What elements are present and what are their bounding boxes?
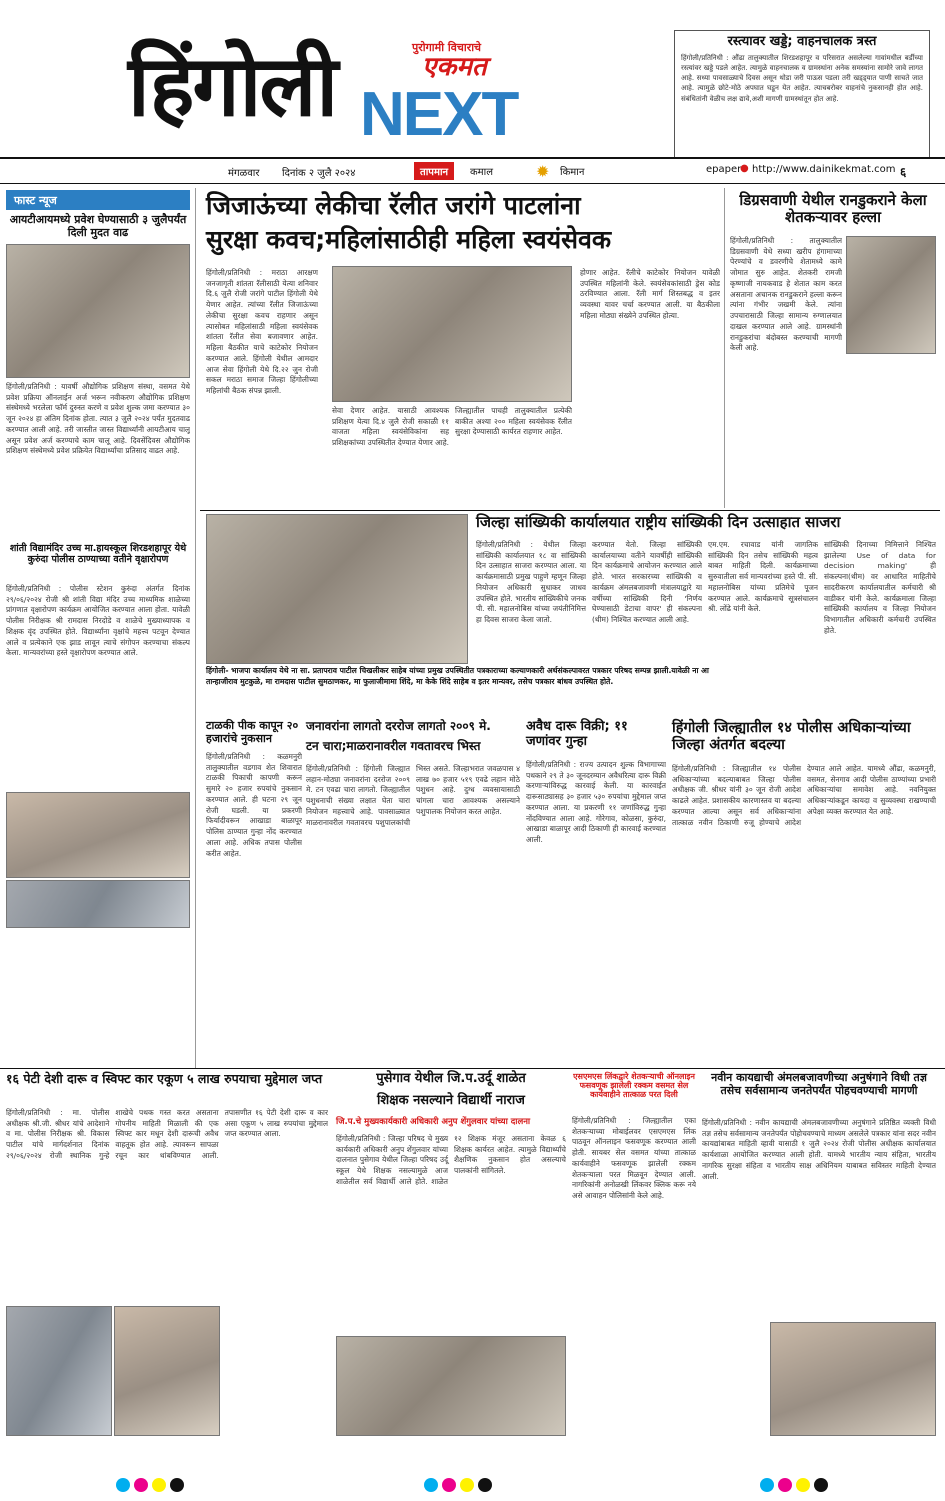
masthead-tagline: पुरोगामी विचाराचे — [412, 41, 482, 54]
masthead-title: हिंगोली — [128, 37, 337, 135]
lead-headline-line2: सुरक्षा कवच;महिलांसाठीही महिला स्वयंसेवक — [206, 225, 612, 254]
tree-plantation-photo-2 — [6, 880, 190, 928]
school-story-body: हिंगोली/प्रतिनिधी : पोलीस स्टेशन कुरुंदा अंतर्गत दिनांक २९/०६/२०२४ रोजी श्री शांती विद्या मंदिर उच्च माध्यमिक शाळेच्या प्रांगणात वृक्षारोपण कार्यक्रम आयोजित करण्यात आला होता. यावेळी पोलीस निरीक्षक श्री रामदास निरदोडे व शाळेचे मुख्याध्यापक व शिक्षक वृंद उपस्थित होते. विद्यार्थ्यांना वृक्षांचे महत्त्व पटवून देण्यात आले व प्रत्येकाने एक झाड लावून त्याचे संगोपन करण्याचा संकल्प केला. मान्यवरांच्या हस्ते वृक्षारोपण करण्यात आले. — [6, 584, 190, 658]
seizure-photo-2 — [114, 1306, 220, 1436]
randukar-body-cont — [846, 358, 936, 508]
pusegaon-subhead: जि.प.चे मुख्यकार्यकारी अधिकारी अनुप शेंगुलवार यांच्या दालना — [336, 1117, 531, 1127]
tree-plantation-photo — [6, 792, 190, 878]
corner-story-headline: रस्त्यावर खड्डे; वाहनचालक त्रस्त — [727, 34, 877, 49]
liquor-body: हिंगोली/प्रतिनिधी : राज्य उत्पादन शुल्क विभागाच्या पथकाने २९ ते ३० जूनदरम्यान अवैधरित्या दारू विक्री करणाऱ्यांविरुद्ध कारवाई केली. या कारवाईत दारूसाठ्यासह ३० हजार ५३० रुपयांचा मुद्देमाल जप्त करण्यात आला. या प्रकरणी ११ जणांविरुद्ध गुन्हा नोंदविण्यात आला आहे. गोरेगाव, कोळसा, कुरुंदा, आखाडा बाळापूर आदी ठिकाणी ही कारवाई करण्यात आली. — [526, 760, 666, 845]
loan-headline: एसएमएस लिंकद्वारे शेतकऱ्याची ऑनलाइन फसवणूक झालेली रक्कम वसमत सेल कार्यवाहीने तात्काळ परत दिली — [573, 1072, 695, 1100]
lead-body-col1: हिंगोली/प्रतिनिधी : मराठा आरक्षण जनजागृती शांतता रॅलीसाठी येत्या शनिवार दि.६ जुलै रोजी जरांगे पाटील हिंगोली येथे येणार आहेत. त्यांच्या रॅलीत जिजाऊंच्या लेकीचा सुरक्षा कवच राहणार असून त्यासोबत महिलांसाठी महिला स्वयंसेवक शांतता रॅलीत सेवा बजावणार आहेत. महिला बैठकीत याचे काटेकोर नियोजन करण्यात आले. हिंगोली येथील आमदार आज सेवा हिंगोली येथे दि.२२ जुन रोजी सकल मराठा समाज जिल्हा हिंगोलीच्या महिलांची बैठक संपन्न झाली. — [206, 268, 318, 396]
statistics-headline: जिल्हा सांख्यिकी कार्यालयात राष्ट्रीय सांख्यिकी दिन उत्साहात साजरा — [476, 513, 841, 531]
weather-min: किमान — [560, 167, 585, 178]
registration-marks — [0, 1440, 945, 1500]
lead-body-col3: होणार आहेत. रॅलीचे काटेकोर नियोजन यावेळी उपस्थित महिलांनी केले. स्वयंसेवकांसाठी ड्रेस कोड ठरविण्यात आला. रॅली मार्ग शिस्तबद्ध व इतर व्यवस्था यावर चर्चा करण्यात आली. या बैठकीला महिला मोठ्या संख्येने उपस्थित होत्या. — [580, 268, 720, 320]
seizure-headline: १६ पेटी देशी दारू व स्विफ्ट कार एकूण ५ लाख रुपयाचा मुद्देमाल जप्त — [6, 1071, 323, 1086]
date-day: मंगळवार — [228, 168, 260, 179]
lead-headline-line1: जिजाऊंच्या लेकीचा रॅलीत जरांगे पाटलांना — [206, 191, 581, 220]
corner-story-box — [674, 30, 930, 158]
seizure-photo-1 — [6, 1306, 112, 1436]
sun-icon: ✹ — [536, 162, 550, 181]
globe-icon: ● — [740, 163, 749, 174]
school-story-headline: शांती विद्यामंदिर उच्च मा.हायस्कूल शिरडशहापूर येथे कुरुंदा पोलीस ठाण्याच्या वतीने वृक्षारोपण — [9, 543, 187, 565]
fodder-headline-line1: जनावरांना लागतो दररोज लागतो २००९ मे. — [306, 719, 491, 733]
epaper-url[interactable]: http://www.dainikekmat.com — [752, 164, 896, 175]
new-law-headline: नवीन कायद्याची अंमलबजावणीच्या अनुषंगाने विधी तज्ञ तसेच सर्वसामान्य जनतेपर्यंत पोहचवण्याची मागणी — [711, 1071, 927, 1097]
corner-story-body: हिंगोली/प्रतिनिधी : औंढा तालुक्यातील शिरडशहापूर व परिसरात असलेल्या गावांमधील बर्डीच्या रस्त्यांवर खड्डे पडले आहेत. त्यामुळे वाहनचालक व ग्रामस्थांना अनेक समस्यांना सामोरे जावे लागत आहे. सध्या पावसाळ्याचे दिवस असून थोडा जरी पाऊस पडला तरी खड्ड्यात पाणी साचते जात आहे. त्यामुळे छोटे-मोठे अपघात घडून येत आहेत. त्याचबरोबर वाहनांचे नुकसानही होत आहे. संबंधितांनी वेळीच लक्ष द्यावे,अशी मागणी ग्रामस्थांतून होत आहे. — [681, 53, 923, 103]
weather-max: कमाल — [470, 167, 494, 178]
statistics-body-col4: सांख्यिकी दिनाच्या निमित्ताने निश्चित झालेल्या Use of data for decision making' ही संकल्पना(थीम) वर आधारित माहितीचे सादरीकरण कार्यालयातील कर्मचारी श्री वाडीकर यांनी केले. कार्यक्रमाला जिल्हा सांख्यिकी कार्यालय व जिल्हा नियोजन विभागातील अधिकारी कर्मचारी उपस्थित होते. — [824, 540, 936, 635]
randukar-photo — [846, 236, 936, 354]
masthead-brand: एकमत — [422, 52, 487, 82]
mid-rule-1 — [200, 510, 940, 511]
liquor-headline: अवैध दारू विक्री; ११ जणांवर गुन्हा — [526, 719, 628, 749]
randukar-body: हिंगोली/प्रतिनिधी : तालुक्यातील डिग्रसवाणी येथे सध्या खरीप हंगामाच्या पेरण्यांचे व डवरणीचे शेतामध्ये कामे जोमात सुरु आहेत. शेतकरी रामजी कृष्णाजी नायकवाड हे शेतात काम करत असताना अचानक रानडुकराने हल्ला करून त्यांना गंभीर जखमी केले. त्यांना उपचारासाठी जिल्हा सामान्य रुग्णालयात दाखल करण्यात आले आहे. ग्रामस्थांनी रानडुकरांचा बंदोबस्त करण्याची मागणी केली आहे. — [730, 236, 842, 353]
lead-photo — [332, 266, 572, 402]
police-transfer-headline: हिंगोली जिल्ह्यातील १४ पोलीस अधिकाऱ्यांच्या जिल्हा अंतर्गत बदल्या — [672, 720, 911, 753]
left-column-rule — [195, 188, 196, 1068]
lead-body-col2: सेवा देणार आहेत. यासाठी आवश्यक प्रशिक्षण येत्या दि.४ जुलै रोजी सकाळी ११ वाजता महिला स्वयंसेविकांना सह प्रशिक्षकांच्या उपस्थितीत देण्यात येणार आहे. जिल्ह्यातील पाचही तालुक्यातील प्रत्येकी बाकीत अश्या २०० महिला स्वयंसेवक रॅलीत सुरक्षा देण्यासाठी कार्यरत राहणार आहेत. — [332, 406, 572, 448]
statistics-body-col1: हिंगोली/प्रतिनिधी : येथील जिल्हा सांख्यिकी कार्यालयात १८ वा सांख्यिकी दिन उत्साहात साजरा करण्यात आला. या कार्यक्रमासाठी प्रमुख पाहुणे म्हणून जिल्हा नियोजन अधिकारी सुधाकर जाधव उपस्थित होते. भारतीय सांख्यिकीचे जनक पी. सी. महालनोबिस यांच्या जयंतीनिमित्त हा दिवस साजरा केला जातो. — [476, 540, 586, 625]
fodder-headline-line2: टन चारा;माळरानावरील गवतावरच भिस्त — [306, 739, 481, 753]
police-transfer-body: हिंगोली/प्रतिनिधी : जिल्ह्यातील १४ पोलीस अधिकाऱ्यांच्या बदल्याबाबत जिल्हा पोलीस अधीक्षक जी. श्रीधर यांनी ३० जून रोजी आदेश काढले आहेत. प्रशासकीय कारणास्तव या बदल्या करण्यात आल्या असून सर्व अधिकाऱ्यांना तात्काळ नवीन ठिकाणी रुजू होण्याचे आदेश देण्यात आले आहेत. यामध्ये औंढा, कळमनुरी, वसमत, सेनगाव आदी पोलीस ठाण्यांच्या प्रभारी अधिकाऱ्यांचा समावेश आहे. नवनियुक्त अधिकाऱ्यांकडून कायदा व सुव्यवस्था राखण्याची अपेक्षा व्यक्त करण्यात येत आहे. — [672, 764, 936, 827]
masthead-next: NEXT — [360, 80, 518, 149]
fast-news-label-box — [6, 190, 190, 210]
epaper-label: epaper — [706, 164, 742, 175]
pusegaon-headline-line2: शिक्षक नसल्याने विद्यार्थी नाराज — [377, 1093, 525, 1108]
tomato-body: हिंगोली/प्रतिनिधी : कळमनुरी तालुक्यातील वडगाव शेत शिवारात टाळकी पिकाची कापणी करून सुमारे २० हजार रुपयांचे नुकसान करण्यात आले. ही घटना २९ जून रोजी घडली. या प्रकरणी फिर्यादीवरून आखाडा बाळापूर पोलिस ठाण्यात गुन्हा नोंद करण्यात आला आहे. अधिक तपास पोलीस करीत आहेत. — [206, 752, 302, 858]
date-bar-top-rule — [0, 157, 945, 159]
tomato-headline: टाळकी पीक कापून २० हजारांचे नुकसान — [206, 719, 299, 745]
mid-rule-2 — [0, 1068, 945, 1069]
right-column-rule — [724, 188, 725, 508]
statistics-body-col2: करण्यात येतो. जिल्हा सांख्यिकी कार्यालयाच्या वतीने यावर्षीही सांख्यिकी दिन कार्यक्रमाचे आयोजन करण्यात आले होते. भारत सरकारच्या सांख्यिकी व कार्यक्रम अंमलबजावणी मंत्रालयाद्वारे या वर्षीच्या सांख्यिकी दिनी 'निर्णय घेण्यासाठी डेटाचा वापर' ही संकल्पना (थीम) निश्चित करण्यात आली आहे. — [592, 540, 702, 625]
pusegaon-headline-line1: पुसेगाव येथील जि.प.उर्दू शाळेत — [376, 1071, 526, 1086]
page-number: ६ — [900, 165, 907, 179]
fast-news-headline: आयटीआयमध्ये प्रवेश घेण्यासाठी ३ जुलैपर्यंत दिली मुदत वाढ — [9, 213, 187, 239]
date-bar-bottom-rule — [0, 183, 945, 184]
iti-photo — [6, 244, 190, 378]
new-law-photo — [770, 1322, 936, 1436]
fast-news-body: हिंगोली/प्रतिनिधी : यावर्षी औद्योगिक प्रशिक्षण संस्था, वसमत येथे प्रवेश प्रक्रिया ऑनलाईन अर्ज भरून नवीकरण औद्योगिक प्रशिक्षण संस्थेमध्ये भरलेला फॉर्म दुरुस्त करणे व प्रवेश शुल्क जमा करण्यात ३० जून २०२४ हा अंतिम दिनांक होता. त्यात ३ जुलै २०२४ पर्यंत मुदतवाढ करण्यात आली आहे. तरी जास्तीत जास्त विद्यार्थ्यांनी आयटीआय चालू असून प्रवेश अर्ज करण्याचे काम चालू आहे. दिवसेंदिवस औद्योगिक प्रशिक्षण संस्थेमध्ये प्रवेश प्रक्रियेत विद्यार्थ्यांचा प्रतिसाद वाढत आहे. — [6, 382, 190, 456]
date-text: दिनांक २ जुलै २०२४ — [282, 168, 356, 179]
fast-news-label: फास्ट न्यूज — [14, 194, 57, 207]
statistics-body-col3: एम.एम. रचावाड यांनी जागतिक सांख्यिकी दिन तसेच सांख्यिकी महत्व बाबत माहिती दिली. कार्यक्रमाच्या सुरुवातीला सर्व मान्यवरांच्या हस्ते पी. सी. महालनोबिस यांच्या प्रतिमेचे पूजन करण्यात आले. कार्यक्रमाचे सूत्रसंचालन श्री. लोंढे यांनी केले. — [708, 540, 818, 614]
date-bar — [0, 160, 945, 182]
press-caption: हिंगोली- भाजपा कार्यालय येथे ना सा. प्रतापराव पाटील चिखलीकर साहेब यांच्या प्रमुख उपस्थितीत पत्रकाराच्या कल्याणकारी अर्थसंकल्पावरत पत्रकार परिषद सम्पन्न झाली.यावेळी ना आ तान्हाजीराव मुटकुळे, मा रामदास पाटील सुमठाणकर, मा फुलाजीमामा शिंदे, मा केके शिंदे साहेब व इतर मान्यवर, तसेच पत्रकार बांधव उपस्थित होते. — [206, 666, 709, 686]
seizure-body: हिंगोली/प्रतिनिधी : मा. पोलीस अधीक्षक श्री.जी. श्रीधर यांचे आदेशाने व मा. पोलीस निरीक्षक श्री. विकास पाटील यांचे मार्गदर्शनात दिनांक २९/०६/२०२४ रोजी स्थानिक गुन्हे शाखेचे पथक गस्त करत असताना गोपनीय माहिती मिळाली की एक स्विफ्ट कार मधून देशी दारूची अवैध वाहतूक होत आहे. त्यावरून सापळा रचून कार थांबविण्यात आली. तपासणीत १६ पेटी देशी दारू व कार असा एकूण ५ लाख रुपयांचा मुद्देमाल जप्त करण्यात आला. — [6, 1108, 328, 1160]
pusegaon-body: हिंगोली/प्रतिनिधी : जिल्हा परिषद चे मुख्य कार्यकारी अधिकारी अनुप शेंगुलवार यांच्या दालनात पुसेगाव येथील जिल्हा परिषद उर्दू स्कूल येथे शिक्षक नसल्यामुळे आज शाळेतील सर्व विद्यार्थी आले होते. शाळेत १२ शिक्षक मंजूर असताना केवळ ६ शिक्षक कार्यरत आहेत. त्यामुळे विद्यार्थ्यांचे शैक्षणिक नुकसान होत असल्याचे पालकांनी सांगितले. — [336, 1134, 566, 1186]
fodder-body: हिंगोली/प्रतिनिधी : हिंगोली जिल्ह्यात लहान-मोठ्या जनावरांना दररोज २००९ मे. टन एवढा चारा लागतो. जिल्ह्यातील पशुधनाची संख्या लक्षात घेता चारा नियोजन महत्त्वाचे आहे. पावसाळ्यात माळरानावरील गवतावरच पशुपालकांची भिस्त असते. जिल्हाभरात जवळपास ४ लाख ७० हजार ५१९ एवढे लहान मोठे पशुधन आहे. दुग्ध व्यवसायासाठी चांगला चारा आवश्यक असल्याने पशुपालक नियोजन करत आहेत. — [306, 764, 520, 827]
weather-label: तापमान — [414, 162, 454, 180]
new-law-body: हिंगोली/प्रतिनिधी : नवीन कायद्याची अंमलबजावणीच्या अनुषंगाने प्रतिष्ठित व्यक्ती विधी तज्ञ तसेच सर्वसामान्य जनतेपर्यंत पोहोचवण्याचे माध्यम असलेले पत्रकार यांना सदर नवीन कायद्यांबाबत माहिती व्हावी यासाठी १ जुलै २०२४ रोजी पोलीस अधीक्षक कार्यालयात कार्यशाळा आयोजित करण्यात आली होती. यामध्ये भारतीय न्याय संहिता, भारतीय नागरिक सुरक्षा संहिता व भारतीय साक्ष अधिनियम याबाबत सविस्तर माहिती देण्यात आली. — [702, 1118, 936, 1181]
pusegaon-photo — [336, 1336, 566, 1436]
loan-body: हिंगोली/प्रतिनिधी : जिल्ह्यातील एका शेतकऱ्याच्या मोबाईलवर एसएमएस लिंक पाठवून ऑनलाइन फसवणूक करण्यात आली होती. सायबर सेल वसमत यांच्या तात्काळ कार्यवाहीने फसवणूक झालेली रक्कम शेतकऱ्याला परत मिळवून देण्यात आली. नागरिकांनी अनोळखी लिंकवर क्लिक करू नये असे आवाहन पोलिसांनी केले आहे. — [572, 1116, 696, 1201]
randukar-headline: डिग्रसवाणी येथील रानडुकराने केला शेतकऱ्यावर हल्ला — [739, 191, 927, 227]
press-conference-photo — [206, 514, 468, 664]
